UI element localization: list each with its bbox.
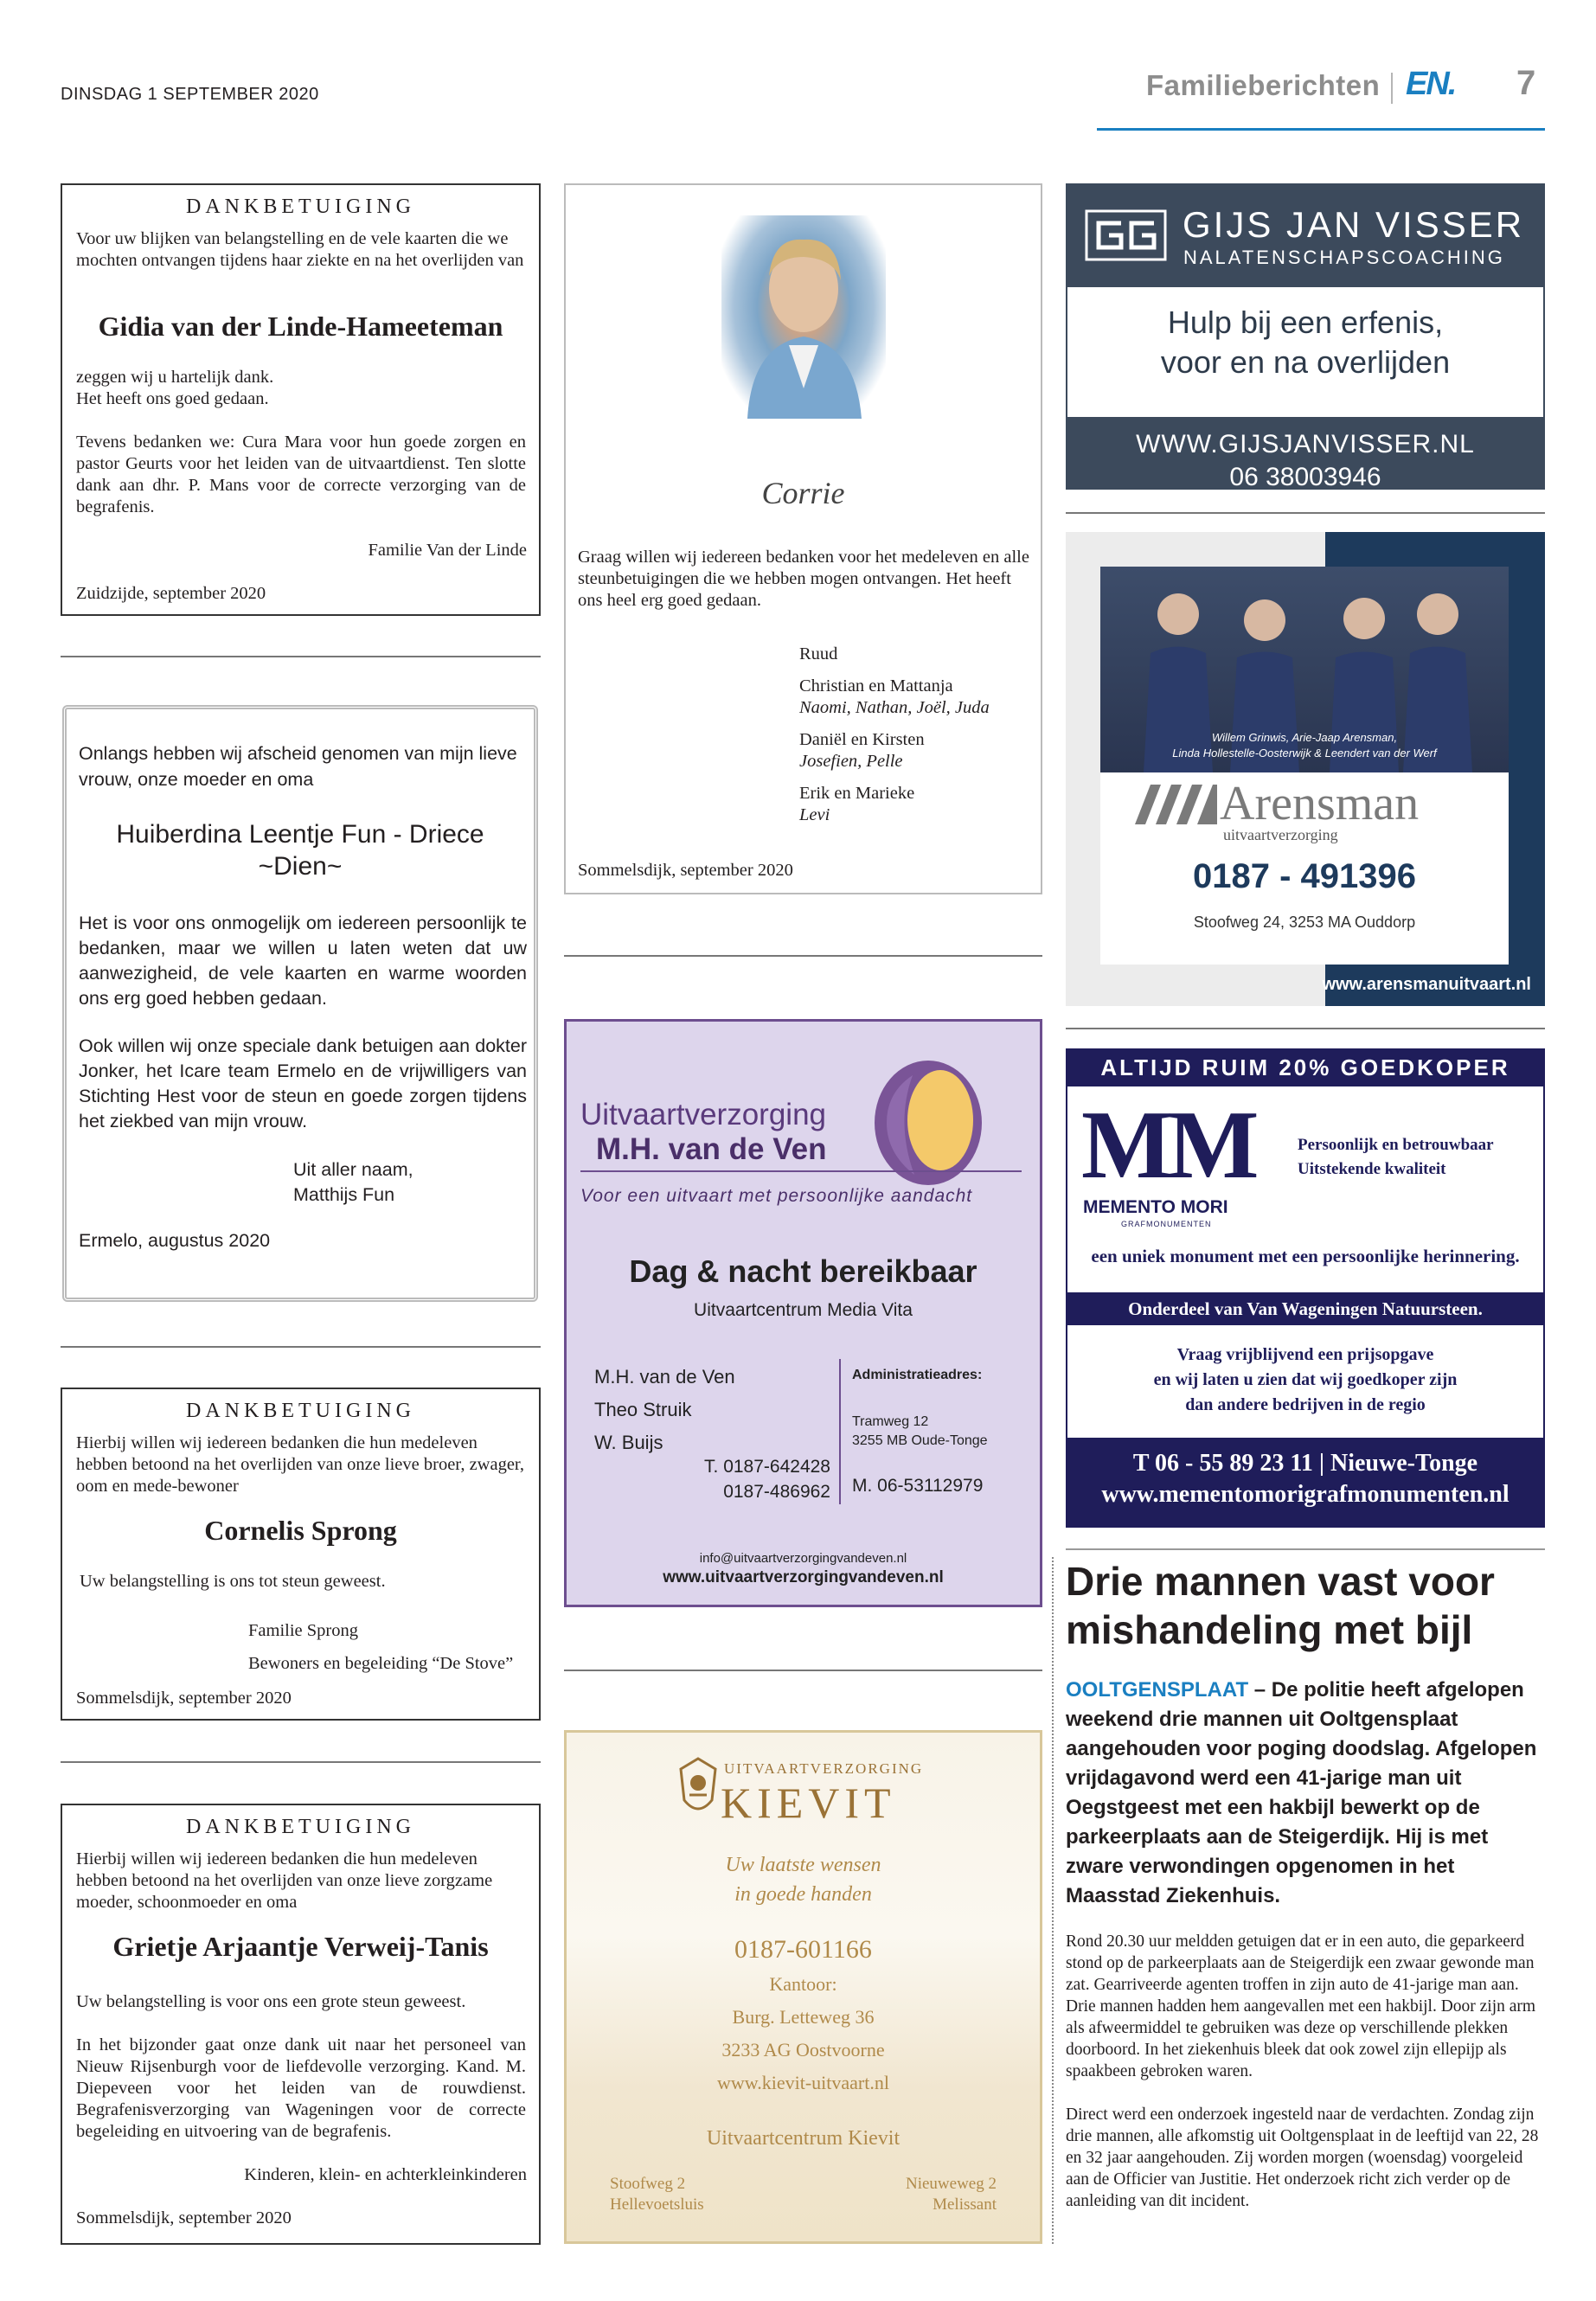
notice-signature: Kinderen, klein- en achterkleinkinderen [244, 2165, 527, 2184]
family-line: Erik en Marieke [799, 784, 915, 803]
gjv-white-panel [1067, 287, 1543, 417]
memento-brand-sub: GRAFMONUMENTEN [1121, 1220, 1212, 1228]
memento-part-of: Onderdeel van Van Wageningen Natuursteen. [1066, 1292, 1545, 1325]
signature-line: Matthijs Fun [293, 1184, 395, 1205]
family-line: Daniël en Kirsten [799, 730, 925, 749]
thanks-line: zeggen wij u hartelijk dank. [76, 368, 274, 387]
deceased-nickname: ~Dien~ [258, 852, 343, 881]
arensman-phone: 0187 - 491396 [1192, 857, 1416, 895]
kievit-website: www.kievit-uitvaart.nl [717, 2072, 889, 2093]
gjv-phone: 06 38003946 [1229, 463, 1381, 491]
notice-support: Uw belangstelling is voor ons een grote steun geweest. [76, 1992, 466, 2011]
staff-name: M.H. van de Ven [594, 1366, 735, 1388]
family-line: Christian en Mattanja [799, 676, 953, 695]
notice-title: DANKBETUIGING [186, 1816, 415, 1838]
newspaper-logo: EN. [1406, 66, 1456, 102]
memento-contact-band [1066, 1438, 1545, 1528]
divider [1066, 512, 1545, 514]
signature-line: Bewoners en begeleiding “De Stove” [248, 1654, 514, 1673]
header-separator [1391, 73, 1393, 104]
signature-line: Uit aller naam, [293, 1159, 413, 1180]
notice-place-date: Zuidzijde, september 2020 [76, 584, 266, 603]
notice-text: Graag willen wij iedereen bedanken voor het medeleven en alle steunbetuigingen die we hebben mogen ontvangen. Het heeft ons heel erg goed gedaan. [578, 548, 1029, 610]
memento-phone: T 06 - 55 89 23 11 | Nieuwe-Tonge [1132, 1450, 1478, 1477]
family-children: Naomi, Nathan, Joël, Juda [799, 698, 990, 717]
memento-brand: MEMENTO MORI [1083, 1197, 1228, 1217]
article-paragraph: Direct werd een onderzoek ingesteld naar de verdachten. Zondag zijn drie mannen, alle afkomstig uit Ooltgensplaat in de leeftijd van 22, 28 en 32 jaar aangehouden. Zij worden morgen (woensdag) voorgeleid aan de Officier van Justitie. Het onderzoek richt zich verder op de aanleiding van dit incident. [1066, 2106, 1539, 2210]
staff-name: W. Buijs [594, 1432, 663, 1453]
phone-number: 0187-486962 [723, 1482, 830, 1502]
notice-fun [62, 705, 538, 1302]
gjv-website: WWW.GIJSJANVISSER.NL [1136, 430, 1475, 458]
mobile-number: M. 06-53112979 [852, 1476, 984, 1496]
notice-place-date: Sommelsdijk, september 2020 [76, 2208, 292, 2227]
memento-banner: ALTIJD RUIM 20% GOEDKOPER [1066, 1048, 1545, 1086]
family-line: Ruud [799, 644, 838, 663]
divider [61, 656, 541, 657]
signature-line: Familie Sprong [248, 1621, 358, 1640]
notice-title: DANKBETUIGING [186, 1400, 415, 1422]
notice-intro: Hierbij willen wij iedereen bedanken die hun medeleven hebben betoond na het overlijden van onze lieve broer, zwager, oom en mede-bewoner [76, 1433, 525, 1496]
admin-street: Tramweg 12 [852, 1414, 929, 1429]
ven-subline: Uitvaartcentrum Media Vita [694, 1300, 913, 1320]
family-children: Josefien, Pelle [799, 752, 903, 771]
ven-rule [580, 1170, 1022, 1172]
notice-extra: Tevens bedanken we: Cura Mara voor hun goede zorgen en pastor Geurts voor het leiden van de uitvaartdienst. Ten slotte dank aan dhr. P. Mans voor de correcte verzorging van de begrafenis. [76, 433, 526, 516]
kievit-city: 3233 AG Oostvoorne [721, 2039, 885, 2061]
ven-email: info@uitvaartverzorgingvandeven.nl [699, 1551, 907, 1566]
memento-tagline: een uniek monument met een persoonlijke herinnering. [1091, 1246, 1520, 1266]
divider [61, 1761, 541, 1763]
location-city: Hellevoetsluis [610, 2195, 704, 2214]
location-street: Nieuweweg 2 [906, 2175, 997, 2193]
photo-caption-line1: Willem Grinwis, Arie-Jaap Arensman, [1211, 731, 1398, 744]
deceased-name: Cornelis Sprong [204, 1515, 397, 1546]
memento-offer-line: dan andere bedrijven in de regio [1185, 1395, 1426, 1414]
portrait-photo [721, 215, 886, 419]
divider [564, 955, 1042, 957]
admin-label: Administratieadres: [852, 1368, 983, 1382]
phone-number: T. 0187-642428 [704, 1457, 830, 1477]
kievit-slogan-line1: Uw laatste wensen [725, 1854, 881, 1876]
notice-title: DANKBETUIGING [186, 195, 415, 218]
location-street: Stoofweg 2 [610, 2175, 686, 2193]
notice-place-date: Sommelsdijk, september 2020 [76, 1689, 292, 1708]
divider [61, 1346, 541, 1348]
memento-website: www.mementomorigrafmonumenten.nl [1101, 1481, 1509, 1508]
gjv-line2: voor en na overlijden [1160, 344, 1451, 380]
gjv-name: GIJS JAN VISSER [1183, 204, 1525, 245]
thanks-line: Het heeft ons goed gedaan. [76, 389, 269, 408]
deceased-name: Grietje Arjaantje Verweij-Tanis [112, 1931, 489, 1962]
ven-column-divider [839, 1359, 841, 1504]
divider [1066, 1028, 1545, 1029]
notice-place-date: Ermelo, augustus 2020 [79, 1230, 271, 1251]
kievit-centre: Uitvaartcentrum Kievit [706, 2127, 901, 2150]
memento-offer-line: en wij laten u zien dat wij goedkoper zijn [1153, 1370, 1458, 1389]
memento-claim: Uitstekende kwaliteit [1298, 1160, 1446, 1178]
column-dotted-rule [1052, 1557, 1054, 2244]
kievit-street: Burg. Letteweg 36 [732, 2006, 875, 2028]
ad-memento-mori [1066, 1048, 1545, 1528]
notice-intro: Voor uw blijken van belangstelling en de vele kaarten die we mochten ontvangen tijdens haar ziekte en na het overlijden van [76, 229, 524, 270]
kievit-brand: KIEVIT [721, 1779, 896, 1827]
memento-monogram: MM [1081, 1092, 1254, 1199]
kievit-slogan-line2: in goede handen [734, 1883, 872, 1906]
ad-kievit [564, 1730, 1042, 2244]
ven-headline: Dag & nacht bereikbaar [629, 1253, 977, 1289]
notice-paragraph: Ook willen wij onze speciale dank betuigen aan dokter Jonker, het Icare team Ermelo en de vrijwilligers van Stichting Hest voor de steun en goede zorgen tijdens het ziekbed van mijn vrouw. [79, 1035, 527, 1131]
location-city: Melissant [933, 2195, 997, 2214]
article-paragraph: Rond 20.30 uur meldden getuigen dat er in een auto, die geparkeerd stond op de parkeerplaats aan de Steigerdijk een zwaar gewonde man zat. Gearriveerde agenten troffen in zijn auto de 41-jarige man aan. Drie mannen hadden hem aangevallen met een hakbijl. Door zijn arm als afweermiddel te gebruiken was deze op verschillende plekken doorboord. In het ziekenhuis bleek dat ook zowel zijn ellepijp als spaakbeen gebroken waren. [1066, 1932, 1536, 2080]
article-body [1066, 1931, 1550, 2212]
section-title: Familieberichten [1146, 69, 1381, 101]
article-dateline: OOLTGENSPLAAT [1066, 1678, 1249, 1702]
divider [564, 1670, 1042, 1671]
admin-city: 3255 MB Oude-Tonge [852, 1433, 988, 1448]
ven-website: www.uitvaartverzorgingvandeven.nl [663, 1568, 944, 1586]
issue-date: DINSDAG 1 SEPTEMBER 2020 [61, 85, 319, 104]
deceased-name: Huiberdina Leentje Fun - Driece [116, 820, 484, 849]
arensman-logo-icon [1135, 785, 1217, 824]
deceased-name: Gidia van der Linde-Hameeteman [98, 311, 503, 342]
arensman-website: www.arensmanuitvaart.nl [1322, 975, 1531, 994]
arensman-white-panel [1100, 772, 1509, 965]
portrait-icon [721, 215, 886, 419]
notice-support: Uw belangstelling is ons tot steun geweest. [80, 1572, 386, 1591]
kievit-office-label: Kantoor: [769, 1973, 837, 1995]
article-top-rule [1066, 1548, 1545, 1550]
header-rule [1097, 128, 1545, 131]
notice-van-der-linde [61, 183, 541, 616]
arensman-brand: Arensman [1220, 777, 1420, 830]
photo-caption-line2: Linda Hollestelle-Oosterwijk & Leendert van der Werf [1172, 747, 1437, 760]
memento-claim: Persoonlijk en betrouwbaar [1298, 1136, 1494, 1154]
gjv-subtitle: NALATENSCHAPSCOACHING [1183, 247, 1505, 268]
page-number: 7 [1516, 64, 1536, 102]
signature-script: Corrie [761, 476, 845, 510]
kievit-phone: 0187-601166 [734, 1935, 872, 1964]
ad-van-de-ven [564, 1019, 1042, 1607]
arensman-address: Stoofweg 24, 3253 MA Ouddorp [1193, 913, 1416, 931]
family-children: Levi [799, 805, 830, 824]
arensman-brand-sub: uitvaartverzorging [1223, 826, 1338, 843]
notice-corrie [564, 183, 1042, 894]
staff-name: Theo Struik [594, 1399, 692, 1420]
ven-brand-line2: M.H. van de Ven [596, 1132, 827, 1166]
notice-intro: Hierbij willen wij iedereen bedanken die hun medeleven hebben betoond na het overlijden van onze lieve zorgzame moeder, schoonmoeder en oma [76, 1849, 493, 1912]
notice-intro: Onlangs hebben wij afscheid genomen van mijn lieve vrouw, onze moeder en oma [79, 743, 517, 790]
article-headline: Drie mannen vast voor mishandeling met bijl [1066, 1559, 1495, 1652]
ven-tagline: Voor een uitvaart met persoonlijke aandacht [580, 1186, 973, 1206]
team-photo [1100, 567, 1509, 772]
ad-arensman [1066, 532, 1545, 1006]
kievit-brand-small: UITVAARTVERZORGING [724, 1760, 924, 1777]
ven-logo-icon [861, 1058, 999, 1188]
notice-paragraph: Het is voor ons onmogelijk om iedereen persoonlijk te bedanken, maar we willen u laten weten dat uw aanwezigheid, de vele kaarten en warme woorden ons erg goed hebben gedaan. [79, 913, 527, 1009]
gjv-logo-icon [1085, 209, 1167, 261]
memento-offer-line: Vraag vrijblijvend een prijsopgave [1176, 1345, 1434, 1364]
ad-gijs-jan-visser [1066, 183, 1545, 490]
notice-sprong [61, 1388, 541, 1721]
ven-brand-line1: Uitvaartverzorging [580, 1098, 826, 1131]
kievit-crest-icon [677, 1757, 719, 1819]
article-lead-text: – De politie heeft afgelopen weekend drie mannen uit Ooltgensplaat aangehouden voor poging doodslag. Afgelopen vrijdagavond werd een 41-jarige man uit Oegstgeest met een hakbijl bewerkt op de parkeerplaats aan de Steigerdijk. Hij is met zware verwondingen opgenomen in het Maasstad Ziekenhuis. [1066, 1678, 1537, 1907]
notice-place-date: Sommelsdijk, september 2020 [578, 861, 793, 880]
article-lead [1066, 1676, 1550, 1911]
notice-signature: Familie Van der Linde [368, 541, 527, 560]
gjv-line1: Hulp bij een erfenis, [1167, 304, 1444, 340]
notice-verweij [61, 1804, 541, 2245]
notice-extra: In het bijzonder gaat onze dank uit naar het personeel van Nieuw Rijsenburgh voor de liefdevolle verzorging. Kand. M. Diepeveen voor het leiden van de rouwdienst. Begrafenisverzorging van Wageningen voor de correcte begeleiding en uitvoering van de begrafenis. [76, 2035, 526, 2141]
